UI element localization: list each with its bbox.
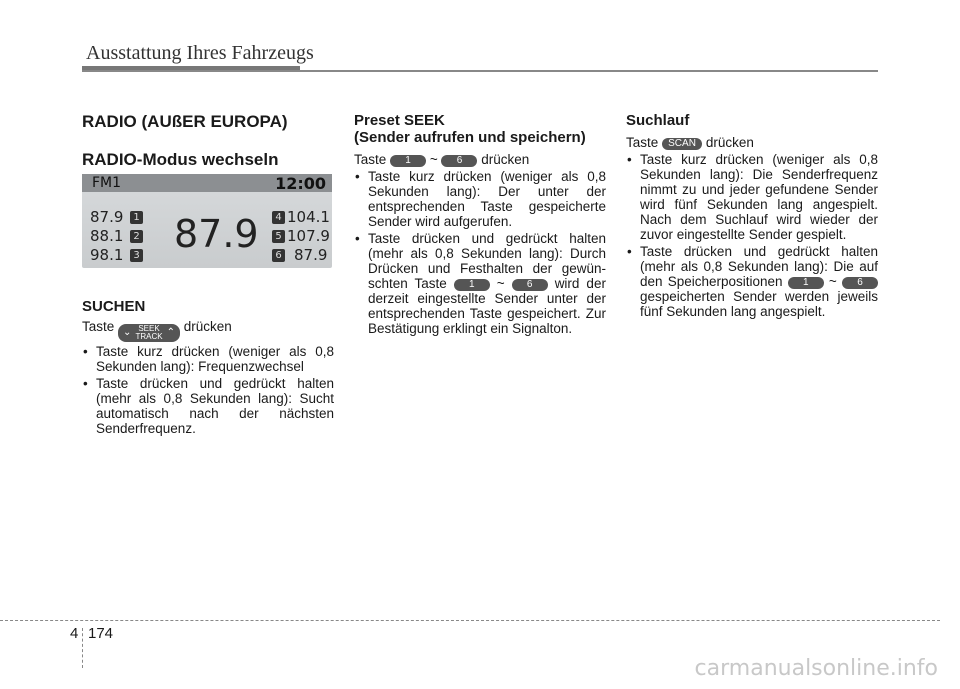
preset-number: 4 — [272, 211, 285, 224]
bullet-text: wird der derzeit eingestellte Sender unter der entsprechenden Taste gespeichert. Zur Bestätigung erklingt ein Signalton. — [368, 276, 606, 336]
bullet-text: Taste drücken und gedrückt halten (mehr als 0,8 Sekunden lang): Durch Drücken und Festhalten der gewün-schten Taste — [368, 231, 606, 291]
preset-bullets — [354, 169, 606, 336]
suchen-heading: SUCHEN — [82, 298, 146, 315]
preset-seek-subheading: (Sender aufrufen und speichern) — [354, 129, 586, 146]
suchlauf-heading: Suchlauf — [626, 112, 690, 129]
preset-instruction — [354, 152, 606, 167]
preset-freq: 104.1 — [287, 208, 330, 226]
druecken-label: drücken — [183, 319, 232, 334]
preset-6-button-icon: 6 — [842, 277, 878, 289]
bullet-text: Taste drücken und gedrückt halten (mehr als 0,8 Sekunden lang): Die auf den Speicherpositionen — [640, 244, 878, 289]
page-number: 174 — [88, 625, 114, 642]
page-header-title: Ausstattung Ihres Fahrzeugs — [86, 42, 314, 64]
list-item — [354, 231, 606, 336]
chevron-down-icon: ⌄ — [123, 327, 132, 338]
druecken-label: drücken — [481, 152, 530, 167]
preset-freq: 87.9 — [90, 208, 124, 226]
list-item: • Taste kurz drücken (weniger als 0,8 Sekunden lang): Die Senderfrequenz nimmt zu und jeder gefundene Sender wird fünf Sekunden lang angespielt. Nach dem Suchlauf wird wieder der zuvor eingestellte Sender gespielt. — [626, 152, 878, 242]
druecken-label: drücken — [705, 135, 754, 150]
tilde: ~ — [429, 152, 438, 167]
column-middle — [354, 108, 606, 336]
tilde: ~ — [828, 274, 837, 289]
list-item: • Taste drücken und gedrückt halten (mehr als 0,8 Sekunden lang): Sucht automatisch nach der nächsten Senderfrequenz. — [82, 376, 334, 436]
list-item: • Taste kurz drücken (weniger als 0,8 Sekunden lang): Der unter der entsprechenden Taste gespeicherte Sender wird aufgerufen. — [354, 169, 606, 229]
preset-freq: 107.9 — [287, 227, 330, 245]
list-item: • Taste kurz drücken (weniger als 0,8 Sekunden lang): Frequenzwechsel — [82, 344, 334, 374]
preset-1-button-icon: 1 — [788, 277, 824, 289]
preset-1-button-icon: 1 — [454, 279, 490, 291]
preset-number: 3 — [130, 249, 143, 262]
footer-divider — [82, 628, 83, 668]
scan-button-icon: SCAN — [662, 138, 702, 150]
section-title: RADIO (AUßER EUROPA) — [82, 112, 288, 131]
preset-freq: 87.9 — [294, 246, 328, 264]
suchlauf-bullets — [626, 152, 878, 319]
preset-1-button-icon: 1 — [390, 155, 426, 167]
display-clock: 12:00 — [275, 174, 326, 193]
preset-6-button-icon: 6 — [512, 279, 548, 291]
suchen-block — [82, 298, 334, 436]
preset-number: 2 — [130, 230, 143, 243]
track-label: TRACK — [135, 332, 163, 341]
suchen-instruction — [82, 319, 334, 342]
preset-6-button-icon: 6 — [441, 155, 477, 167]
chapter-number: 4 — [70, 625, 79, 642]
display-main-frequency: 87.9 — [174, 212, 259, 256]
chevron-up-icon: ⌃ — [166, 327, 175, 338]
footer-rule — [0, 620, 940, 621]
taste-label: Taste — [354, 152, 387, 167]
header-rule — [82, 70, 878, 72]
radio-display-image — [82, 174, 332, 268]
suchlauf-instruction — [626, 135, 878, 150]
list-item — [626, 244, 878, 319]
seek-track-button-icon — [118, 324, 180, 342]
bullet-text: gespeicherten Sender werden jeweils fünf Sekunden lang angespielt. — [640, 289, 878, 319]
suchen-bullets — [82, 344, 334, 436]
watermark: carmanualsonline.info — [694, 656, 938, 681]
seek-label: SEEK — [138, 324, 160, 333]
preset-number: 6 — [272, 249, 285, 262]
preset-freq: 98.1 — [90, 246, 124, 264]
preset-freq: 88.1 — [90, 227, 124, 245]
display-band: FM1 — [92, 175, 122, 191]
taste-label: Taste — [82, 319, 115, 334]
column-right — [626, 108, 878, 319]
subsection-title: RADIO-Modus wechseln — [82, 150, 279, 169]
taste-label: Taste — [626, 135, 659, 150]
preset-number: 5 — [272, 230, 285, 243]
tilde: ~ — [496, 276, 505, 291]
seek-track-label — [135, 325, 162, 341]
column-left — [82, 108, 334, 170]
preset-number: 1 — [130, 211, 143, 224]
preset-seek-heading: Preset SEEK — [354, 112, 445, 129]
